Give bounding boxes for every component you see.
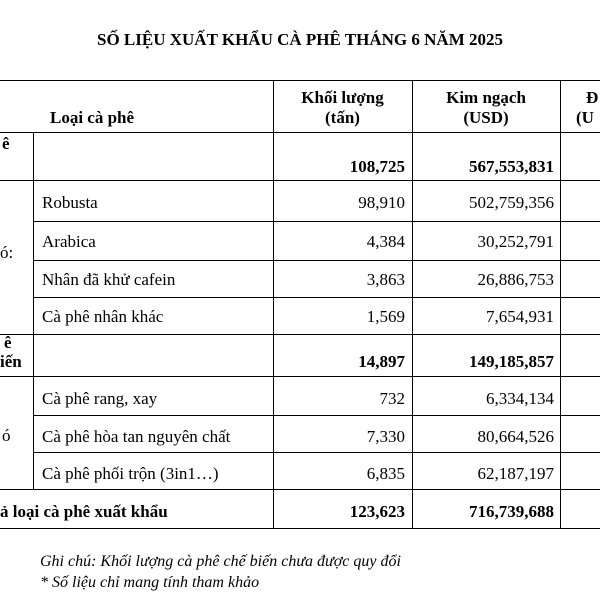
green-item-name: Arabica (42, 232, 96, 251)
header-value-line1: Kim ngạch (446, 88, 526, 107)
green-total-value: 567,553,831 (469, 157, 554, 176)
grid-line (273, 80, 274, 528)
grid-line (0, 132, 600, 133)
footnote-line2: * Số liệu chỉ mang tính tham khảo (40, 574, 260, 591)
grid-line (33, 260, 600, 261)
processed-total-label-line1: ê (4, 333, 12, 352)
green-item-name: Cà phê nhân khác (42, 307, 164, 326)
green-item-value: 7,654,931 (486, 307, 554, 326)
green-item-volume: 98,910 (358, 193, 405, 212)
grid-line (0, 180, 600, 181)
green-item-value: 26,886,753 (477, 270, 554, 289)
green-item-volume: 3,863 (366, 270, 405, 289)
grid-line (33, 297, 600, 298)
grand-total-volume: 123,623 (349, 502, 405, 521)
grid-line (560, 80, 561, 528)
header-type: Loại cà phê (50, 108, 135, 127)
processed-total-volume: 14,897 (358, 352, 405, 371)
green-items-prefix: ó: (0, 243, 14, 262)
green-item-value: 502,759,356 (469, 193, 554, 212)
grid-line (33, 415, 600, 416)
footnote-line1: Ghi chú: Khối lượng cà phê chế biến chưa được quy đổi (40, 553, 401, 570)
green-total-label: ê (2, 134, 10, 153)
green-item-name: Nhân đã khử cafein (42, 270, 176, 289)
processed-total-label-line2: iến (0, 352, 22, 371)
grid-line (0, 528, 600, 529)
grid-line (0, 376, 33, 377)
processed-item-value: 62,187,197 (477, 464, 554, 483)
grid-line (0, 80, 600, 81)
processed-items-prefix: ó (2, 426, 11, 445)
grid-line (412, 80, 413, 528)
report-title: SỐ LIỆU XUẤT KHẨU CÀ PHÊ THÁNG 6 NĂM 2025 (97, 30, 503, 49)
grid-line (33, 452, 600, 453)
grand-total-label: ả loại cà phê xuất khẩu (0, 502, 168, 521)
processed-item-volume: 7,330 (366, 427, 405, 446)
grid-line (33, 132, 34, 489)
processed-item-volume: 6,835 (366, 464, 405, 483)
processed-total-value: 149,185,857 (469, 352, 554, 371)
green-total-volume: 108,725 (349, 157, 405, 176)
grand-total-value: 716,739,688 (469, 502, 554, 521)
header-col4-line1: Đ (586, 88, 599, 107)
processed-item-name: Cà phê hòa tan nguyên chất (42, 427, 231, 446)
header-col4-line2: (U (576, 108, 594, 127)
grid-line (0, 489, 600, 490)
processed-item-value: 80,664,526 (477, 427, 554, 446)
green-item-value: 30,252,791 (477, 232, 554, 251)
green-item-name: Robusta (42, 193, 98, 212)
grid-line (33, 221, 600, 222)
processed-item-name: Cà phê phối trộn (3in1…) (42, 464, 219, 483)
header-volume-line2: (tấn) (325, 108, 360, 127)
processed-item-name: Cà phê rang, xay (42, 389, 158, 408)
header-value-line2: (USD) (463, 108, 509, 127)
processed-item-value: 6,334,134 (486, 389, 554, 408)
green-item-volume: 4,384 (366, 232, 405, 251)
processed-item-volume: 732 (379, 389, 405, 408)
green-item-volume: 1,569 (366, 307, 405, 326)
grid-line (33, 334, 600, 335)
header-volume-line1: Khối lượng (301, 88, 384, 107)
grid-line (33, 376, 600, 377)
